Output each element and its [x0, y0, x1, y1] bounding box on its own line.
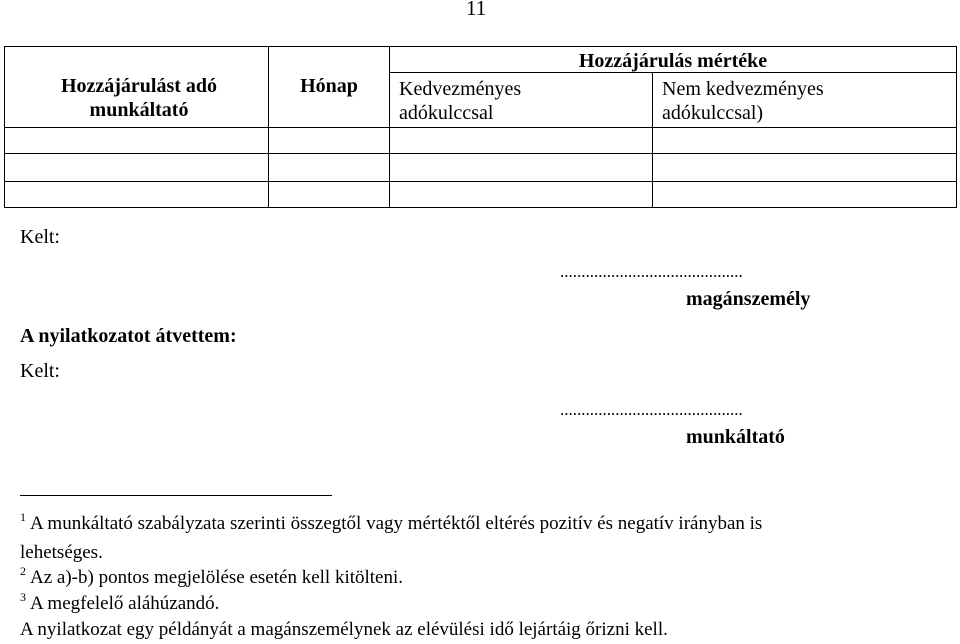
date-label-2: Kelt: [20, 360, 60, 382]
footnote-1 [20, 510, 950, 536]
header-month: Hónap [300, 75, 358, 97]
footnote-2 [20, 564, 404, 590]
header-non-preferential-rate: Nem kedvezményes adókulccsal) [662, 78, 824, 124]
footnote-1-continuation: lehetséges. [20, 542, 103, 563]
private-person-label: magánszemély [686, 288, 811, 310]
footnote-1-text: A munkáltató szabályzata szerinti összegtől vagy mértéktől eltérés pozitív és negatív irányban is [30, 513, 763, 534]
final-note: A nyilatkozat egy példányát a magánszemélynek az elévülési idő lejártáig őrizni kell. [20, 619, 668, 640]
footnote-separator [20, 495, 332, 496]
signature-line-employer: ........................................... [560, 400, 743, 419]
contribution-table [4, 46, 957, 208]
header-preferential-rate: Kedvezményes adókulccsal [399, 78, 522, 124]
footnote-3-text: A megfelelő aláhúzandó. [30, 593, 220, 614]
header-contribution-rate: Hozzájárulás mértéke [578, 50, 768, 72]
footnote-1-marker: 1 [20, 510, 26, 524]
signature-line-private: ........................................... [560, 262, 743, 281]
page-number: 11 [466, 0, 487, 20]
date-label-1: Kelt: [20, 226, 60, 248]
footnote-2-marker: 2 [20, 564, 26, 578]
footnote-2-text: Az a)-b) pontos megjelölése esetén kell kitölteni. [30, 567, 404, 588]
footnote-3-marker: 3 [20, 590, 26, 604]
received-statement-label: A nyilatkozatot átvettem: [20, 325, 237, 347]
employer-label: munkáltató [686, 426, 785, 448]
footnote-3 [20, 590, 220, 616]
header-employer: Hozzájárulást adó munkáltató [60, 75, 218, 121]
